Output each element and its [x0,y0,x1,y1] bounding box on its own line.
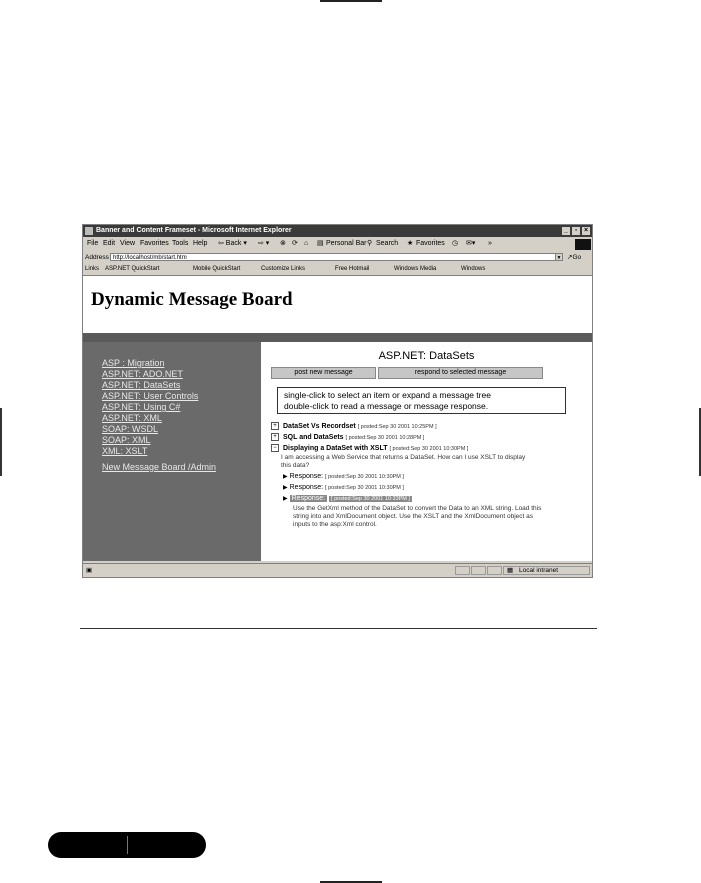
menu-view[interactable]: View [120,240,136,247]
mail-icon[interactable]: ✉▾ [466,240,476,247]
nav-link-aspnet-adonet[interactable]: ASP.NET: ADO.NET [102,369,183,379]
search-icon: ⚲ [367,240,373,247]
nav-frame [83,342,261,561]
forward-button[interactable]: ⇨ ▾ [258,240,270,247]
menu-tools[interactable]: Tools [172,240,189,247]
close-button[interactable]: × [583,227,589,234]
answer-line-2: string into and XmlDocument object. Use the XSLT and the XmlDocument object as [293,513,534,520]
page-content [83,276,592,561]
message-line-1: I am accessing a Web Service that returns a DataSet. How can I use XSLT to display [281,454,526,461]
more-toolbar-button[interactable]: » [488,240,492,247]
banner-separator [83,333,592,342]
thread-posted: [ posted:Sep 30 2001 10:30PM ] [389,445,469,452]
expand-icon[interactable]: + [271,433,279,441]
nav-link-soap-wsdl[interactable]: SOAP: WSDL [102,424,159,434]
link-aspnet-quickstart[interactable]: ASP.NET QuickStart [105,266,160,272]
address-dropdown-icon[interactable]: ▼ [556,255,562,261]
personal-bar-icon: ▤ [317,240,324,247]
maximize-button[interactable]: ▫ [572,227,580,235]
banner-frame [83,276,592,333]
thread-item[interactable] [271,422,437,430]
minimize-button[interactable]: _ [562,227,570,235]
thread-item[interactable] [271,444,468,452]
nav-link-new-board-admin[interactable]: New Message Board /Admin [102,462,217,472]
menu-bar [83,238,592,250]
window-title: Banner and Content Frameset - Microsoft Internet Explorer [96,227,292,234]
refresh-icon[interactable]: ⟳ [292,240,298,247]
status-cell [471,566,486,575]
thread-posted: [ posted:Sep 30 2001 10:28PM ] [345,434,425,441]
stop-icon[interactable]: ⊗ [280,240,286,247]
post-new-message-button[interactable]: post new message [271,367,376,379]
play-arrow-icon: ▶ [283,485,288,491]
go-label: Go [572,254,582,261]
address-url: http://localhost/mb/start.htm [113,255,187,261]
menu-favorites[interactable]: Favorites [140,240,169,247]
favorites-button[interactable]: Favorites [416,240,445,247]
address-input[interactable] [110,253,558,261]
page-tab-marker [48,832,206,858]
page-title: ASP.NET: DataSets [378,350,475,362]
link-mobile-quickstart[interactable]: Mobile QuickStart [193,266,241,272]
nav-link-aspnet-xml[interactable]: ASP.NET: XML [102,413,162,423]
nav-link-soap-xml[interactable]: SOAP: XML [102,435,151,445]
back-button[interactable]: ⇦ Back ▾ [218,240,247,247]
nav-link-asp-migration[interactable]: ASP : Migration [102,358,165,368]
status-bar [83,563,592,578]
banner-title: Dynamic Message Board [91,289,293,310]
response-item[interactable] [283,473,404,480]
response-item-selected[interactable] [283,495,412,502]
history-icon[interactable]: ◷ [452,240,459,247]
response-label: Response: [289,484,324,491]
search-button[interactable]: Search [376,240,399,247]
play-arrow-icon: ▶ [283,496,288,502]
go-button[interactable] [567,252,581,263]
windows-logo-icon [575,239,591,250]
left-margin-mark [0,408,2,476]
thread-subject: DataSet Vs Recordset [283,422,356,430]
nav-link-aspnet-user-controls[interactable]: ASP.NET: User Controls [102,391,199,401]
nav-link-aspnet-datasets[interactable]: ASP.NET: DataSets [102,380,181,390]
link-free-hotmail[interactable]: Free Hotmail [335,266,370,272]
response-posted: [ posted:Sep 30 2001 10:33PM ] [331,496,410,502]
instructions-line-1: single-click to select an item or expand a message tree [284,390,491,400]
response-posted: [ posted:Sep 30 2001 10:30PM ] [325,474,404,480]
status-cell [455,566,470,575]
intranet-icon: ▦ [507,567,514,574]
response-label: Response: [291,495,326,502]
address-label: Address [85,254,109,261]
thread-subject: Displaying a DataSet with XSLT [283,444,388,452]
menu-help[interactable]: Help [193,240,208,247]
favorites-icon: ★ [407,240,414,247]
answer-line-1: Use the GetXml method of the DataSet to convert the Data to an XML string. Load this [293,505,542,512]
home-icon[interactable]: ⌂ [304,240,309,247]
go-arrow-icon: ↗ [567,254,573,261]
address-bar [83,252,592,263]
nav-link-xml-xslt[interactable]: XML: XSLT [102,446,148,456]
thread-message-body [281,454,525,470]
thread-item[interactable] [271,433,424,441]
link-windows-media[interactable]: Windows Media [394,266,437,272]
browser-window [82,224,593,578]
title-bar [83,225,592,237]
thread-subject: SQL and DataSets [283,433,344,441]
figure-divider [80,628,597,629]
link-windows[interactable]: Windows [461,266,486,272]
response-message-body [293,505,541,529]
nav-link-aspnet-using-csharp[interactable]: ASP.NET: Using C# [102,402,181,412]
status-cell [487,566,502,575]
menu-edit[interactable]: Edit [103,240,116,247]
response-label: Response: [289,473,324,480]
page-top-rule [320,0,382,2]
personal-bar-button[interactable]: Personal Bar [326,240,367,247]
menu-file[interactable]: File [87,240,99,247]
content-frame [261,342,592,561]
play-arrow-icon: ▶ [283,474,288,480]
answer-line-3: inputs to the asp:Xml control. [293,521,377,528]
security-zone: Local intranet [519,567,559,574]
respond-to-selected-button[interactable]: respond to selected message [378,367,543,379]
page-icon: ▣ [86,567,93,574]
response-item[interactable] [283,484,404,491]
link-customize-links[interactable]: Customize Links [261,266,306,272]
instructions-box [277,387,566,414]
ie-icon [85,227,93,235]
links-bar [83,264,592,276]
response-posted: [ posted:Sep 30 2001 10:30PM ] [325,485,404,491]
collapse-icon[interactable]: − [271,444,279,452]
message-line-2: this data? [281,462,310,469]
thread-posted: [ posted:Sep 30 2001 10:25PM ] [357,423,437,430]
instructions-line-2: double-click to read a message or message response. [284,401,489,411]
links-label: Links [85,266,100,272]
expand-icon[interactable]: + [271,422,279,430]
